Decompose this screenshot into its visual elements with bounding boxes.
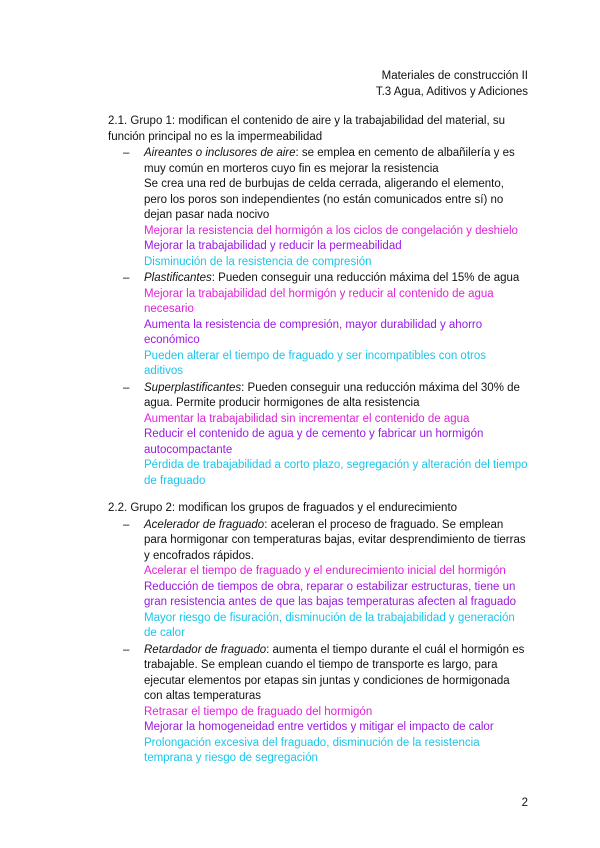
page-number: 2 xyxy=(521,797,528,809)
bullet-dash: – xyxy=(123,518,130,531)
item-objective: Retrasar el tiempo de fraguado del hormigón xyxy=(144,705,373,718)
section-title: 2.1. Grupo 1: modifican el contenido de aire y la trabajabilidad del material, su función principal no es la impermeabilidad xyxy=(108,115,505,143)
item-advantage: Reducir el contenido de agua y de cemento y fabricar un hormigón autocompactante xyxy=(144,428,484,456)
item-drawback: Mayor riesgo de fisuración, disminución de la trabajabilidad y generación de calor xyxy=(144,611,515,639)
header-course: Materiales de construcción II xyxy=(381,70,528,82)
item-extra: Se crea una red de burbujas de celda cerrada, aligerando el elemento, pero los poros son independientes (no están comunicados entre sí) no dejan pasar nada nocivo xyxy=(144,178,504,221)
item-term: Acelerador de fraguado xyxy=(144,518,265,531)
section-group-1 xyxy=(108,114,528,489)
item-objective: Mejorar la resistencia del hormigón a los ciclos de congelación y deshielo xyxy=(144,224,518,237)
item-description: : aceleran el proceso de fraguado. Se emplean para hormigonar con temperaturas bajas, evitar desprendimiento de tierras y encofrados rápidos. xyxy=(144,518,526,562)
list-item-superplastificantes xyxy=(108,381,528,490)
item-drawback: Pérdida de trabajabilidad a corto plazo, segregación y alteración del tiempo de fraguado xyxy=(144,459,528,487)
page-content xyxy=(108,114,528,779)
item-advantage: Reducción de tiempos de obra, reparar o estabilizar estructuras, tiene un gran resistencia antes de que las bajas temperaturas afecten al fraguado xyxy=(144,580,517,608)
list-item-acelerador xyxy=(108,518,528,642)
item-advantage: Aumenta la resistencia de compresión, mayor durabilidad y ahorro económico xyxy=(144,318,483,346)
page-header xyxy=(376,68,528,100)
item-objective: Acelerar el tiempo de fraguado y el endurecimiento inicial del hormigón xyxy=(144,565,506,577)
bullet-dash: – xyxy=(123,643,130,656)
item-drawback: Prolongación excesiva del fraguado, disminución de la resistencia temprana y riesgo de segregación xyxy=(144,736,480,764)
item-definition xyxy=(144,381,528,412)
item-objective: Aumentar la trabajabilidad sin incrementar el contenido de agua xyxy=(144,412,470,425)
section-title: 2.2. Grupo 2: modifican los grupos de fraguados y el endurecimiento xyxy=(108,502,458,514)
item-description: : aumenta el tiempo durante el cuál el hormigón es trabajable. Se emplean cuando el tiempo de transporte es largo, para ejecutar elementos por etapas sin juntas y condiciones de hormigonada con altas temperaturas xyxy=(144,643,525,702)
item-term: Plastificantes xyxy=(144,272,212,284)
item-advantage: Mejorar la trabajabilidad y reducir la permeabilidad xyxy=(144,240,402,252)
list-item-aireantes xyxy=(108,146,528,270)
item-objective: Mejorar la trabajabilidad del hormigón y reducir al contenido de agua necesario xyxy=(144,287,494,315)
item-definition xyxy=(144,518,528,565)
item-term: Retardador de fraguado xyxy=(144,643,267,656)
item-drawback: Pueden alterar el tiempo de fraguado y ser incompatibles con otros aditivos xyxy=(144,349,487,377)
item-definition xyxy=(144,643,528,705)
item-term: Aireantes o inclusores de aire xyxy=(144,147,296,159)
section-group-2 xyxy=(108,501,528,767)
bullet-dash: – xyxy=(123,147,130,159)
item-description: : Pueden conseguir una reducción máxima del 15% de agua xyxy=(211,272,520,284)
item-advantage: Mejorar la homogeneidad entre vertidos y mitigar el impacto de calor xyxy=(144,721,494,733)
item-description: : Pueden conseguir una reducción máxima del 30% de agua. Permite producir hormigones de alta resistencia xyxy=(144,381,520,409)
bullet-dash: – xyxy=(123,381,130,394)
item-definition xyxy=(144,146,528,177)
item-definition xyxy=(144,271,528,287)
item-drawback: Disminución de la resistencia de compresión xyxy=(144,255,372,268)
list-item-retardador xyxy=(108,643,528,767)
bullet-dash: – xyxy=(123,272,130,284)
item-description: : se emplea en cemento de albañilería y es muy común en morteros cuyo fin es mejorar la resistencia xyxy=(144,147,515,175)
list-item-plastificantes xyxy=(108,271,528,380)
item-term: Superplastificantes xyxy=(144,381,242,394)
header-topic: T.3 Agua, Aditivos y Adiciones xyxy=(375,86,528,98)
